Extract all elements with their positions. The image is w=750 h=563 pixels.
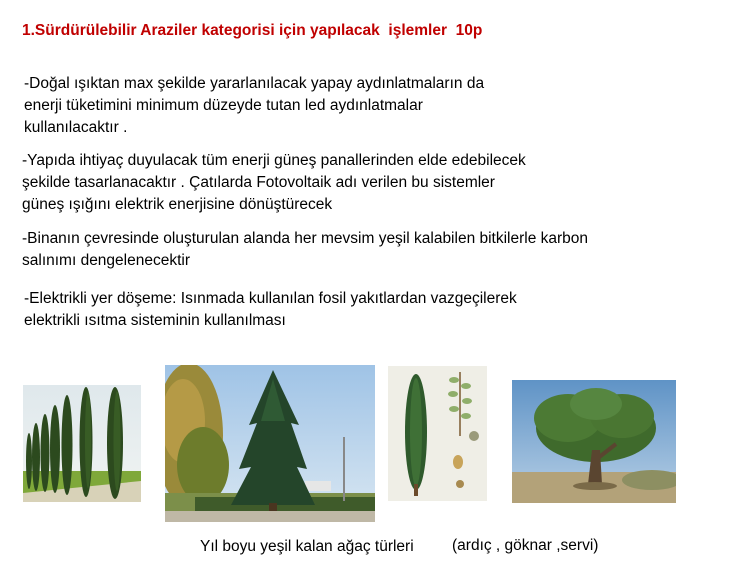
text-line: -Binanın çevresinde oluşturulan alanda her mevsim yeşil kalabilen bitkilerle karbon	[22, 230, 589, 247]
text-line: güneş ışığını elektrik enerjisine dönüştürecek	[22, 196, 333, 213]
text-line: -Elektrikli yer döşeme: Isınmada kullanılan fosil yakıtlardan vazgeçilerek	[24, 290, 517, 307]
botanical-illustration	[388, 366, 487, 501]
text-line: elektrikli ısıtma sisteminin kullanılması	[24, 312, 286, 329]
caption-species-list: (ardıç , göknar ,servi)	[452, 537, 599, 554]
text-line: -Yapıda ihtiyaç duyulacak tüm enerji güneş panallerinden elde edebilecek	[22, 152, 526, 169]
fir-tree-photo	[165, 365, 375, 522]
juniper-tree-photo	[512, 380, 676, 503]
caption-evergreen-species: Yıl boyu yeşil kalan ağaç türleri	[200, 538, 414, 555]
text-line: salınımı dengelenecektir	[22, 252, 191, 269]
slide-title: 1.Sürdürülebilir Araziler kategorisi için yapılacak işlemler 10p	[22, 22, 483, 39]
text-line: -Doğal ışıktan max şekilde yararlanılacak yapay aydınlatmaların da	[24, 75, 485, 92]
cypress-row-photo	[23, 385, 141, 502]
paragraph-green-plants	[22, 228, 588, 272]
paragraph-solar-panels	[22, 150, 526, 216]
text-line: şekilde tasarlanacaktır . Çatılarda Fotovoltaik adı verilen bu sistemler	[22, 174, 495, 191]
paragraph-led-lighting	[24, 73, 484, 139]
text-line: kullanılacaktır .	[24, 119, 128, 136]
text-line: enerji tüketimini minimum düzeyde tutan led aydınlatmalar	[24, 97, 423, 114]
paragraph-electric-floor	[24, 288, 517, 332]
